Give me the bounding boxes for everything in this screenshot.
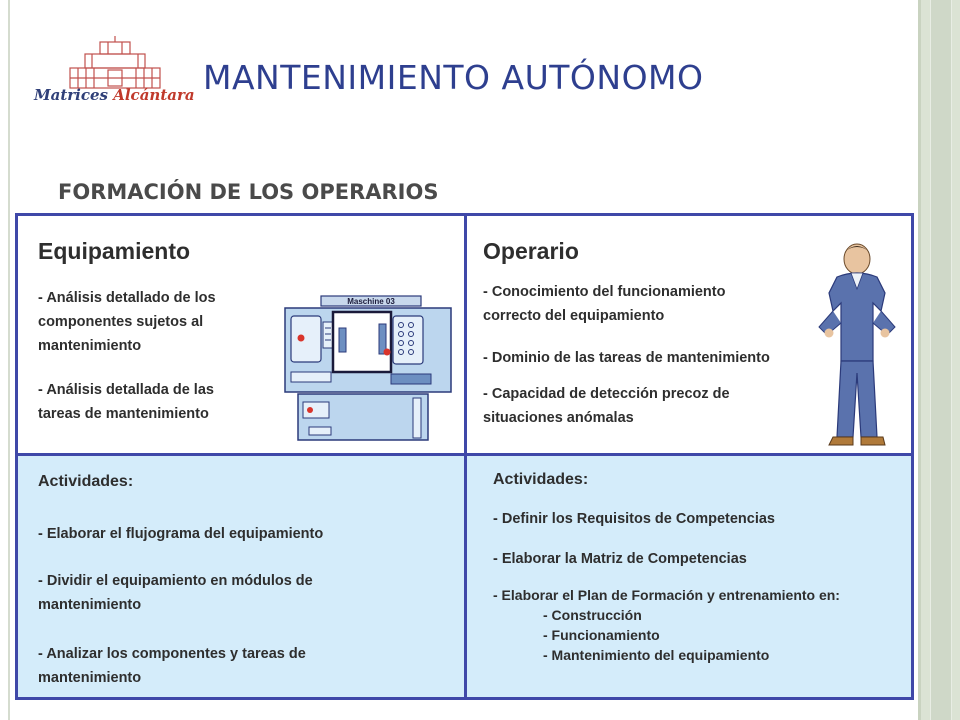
page-title: MANTENIMIENTO AUTÓNOMO — [203, 58, 704, 97]
actividad-item: - Elaborar la Matriz de Competencias — [493, 551, 747, 567]
logo-word-1: Matrices — [34, 86, 108, 104]
equipamiento-item: mantenimiento — [38, 338, 142, 354]
section-subtitle: FORMACIÓN DE LOS OPERARIOS — [58, 180, 439, 204]
operario-item: correcto del equipamiento — [483, 308, 665, 324]
actividad-item: mantenimiento — [38, 670, 142, 686]
actividad-item: - Elaborar el flujograma del equipamiento — [38, 526, 324, 542]
machine-label: Maschine 03 — [347, 297, 395, 306]
actividad-item: - Elaborar el Plan de Formación y entrenamiento en: — [493, 587, 840, 603]
actividad-subitem: - Funcionamiento — [543, 627, 660, 643]
content-grid — [15, 213, 914, 700]
company-logo — [30, 36, 195, 106]
equipamiento-heading: Equipamiento — [38, 238, 191, 264]
cnc-machine-illustration — [283, 294, 453, 444]
actividad-subitem: - Construcción — [543, 607, 642, 623]
die-press-icon — [30, 36, 195, 91]
operario-panel — [467, 216, 911, 456]
actividad-item: - Analizar los componentes y tareas de — [38, 646, 306, 662]
actividades-heading: Actividades: — [493, 471, 589, 488]
operario-item: situaciones anómalas — [483, 410, 634, 426]
actividad-item: - Dividir el equipamiento en módulos de — [38, 573, 313, 589]
operario-item: - Conocimiento del funcionamiento — [483, 284, 726, 300]
equipamiento-item: tareas de mantenimiento — [38, 406, 209, 422]
actividades-heading: Actividades: — [38, 473, 134, 490]
actividad-item: mantenimiento — [38, 597, 142, 613]
equipamiento-item: - Análisis detallado de los — [38, 290, 216, 306]
slide-right-border — [918, 0, 960, 720]
logo-word-2: Alcántara — [113, 86, 195, 104]
actividad-item: - Definir los Requisitos de Competencias — [493, 511, 775, 527]
slide-left-rule — [8, 0, 10, 720]
operario-heading: Operario — [483, 238, 579, 264]
operario-item: - Capacidad de detección precoz de — [483, 386, 730, 402]
equipamiento-item: - Análisis detallada de las — [38, 382, 214, 398]
equipamiento-item: componentes sujetos al — [38, 314, 204, 330]
actividades-equipamiento-panel — [18, 456, 467, 697]
equipamiento-panel — [18, 216, 467, 456]
actividades-operario-panel — [467, 456, 911, 697]
operator-figure-illustration — [807, 241, 907, 453]
actividad-subitem: - Mantenimiento del equipamiento — [543, 647, 770, 663]
operario-item: - Dominio de las tareas de mantenimiento — [483, 350, 770, 366]
